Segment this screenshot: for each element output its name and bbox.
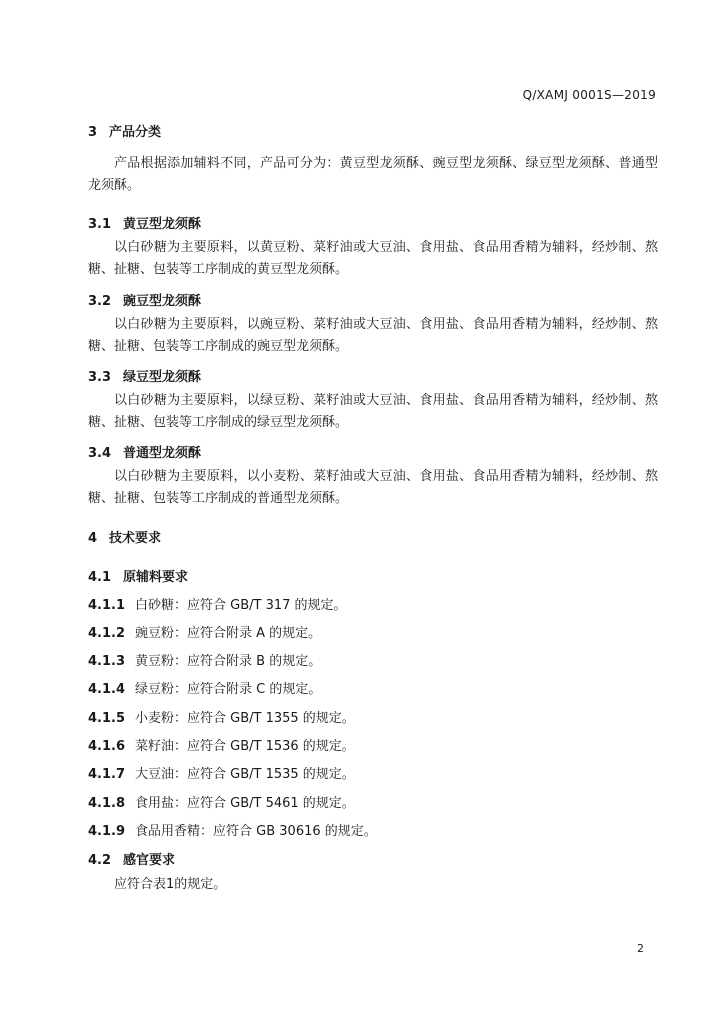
clause-4-1-4 <box>88 678 321 697</box>
section-3-3-heading <box>88 366 201 385</box>
clause-text: 绿豆粉：应符合附录 C 的规定。 <box>135 682 322 697</box>
clause-text: 菜籽油：应符合 GB/T 1536 的规定。 <box>135 739 355 754</box>
section-number: 3.3 <box>88 370 112 385</box>
section-3-4-heading <box>88 442 201 461</box>
clause-4-1-6 <box>88 735 355 754</box>
section-title: 感官要求 <box>123 853 176 868</box>
clause-text: 大豆油：应符合 GB/T 1535 的规定。 <box>135 767 355 782</box>
section-3-1-paragraph: 以白砂糖为主要原料，以黄豆粉、菜籽油或大豆油、食用盐、食品用香精为辅料，经炒制、熬糖、扯糖、包装等工序制成的黄豆型龙须酥。 <box>88 240 658 277</box>
section-4-2-heading <box>88 849 175 868</box>
clause-text: 小麦粉：应符合 GB/T 1355 的规定。 <box>135 711 355 726</box>
section-3-heading <box>88 121 161 140</box>
standard-code: Q/XAMJ 0001S—2019 <box>522 88 656 102</box>
clause-4-1-3 <box>88 650 321 669</box>
section-3-2-heading <box>88 290 201 309</box>
section-title: 普通型龙须酥 <box>123 446 202 461</box>
clause-text: 豌豆粉：应符合附录 A 的规定。 <box>135 626 322 641</box>
section-title: 黄豆型龙须酥 <box>123 217 202 232</box>
section-3-2-paragraph: 以白砂糖为主要原料，以豌豆粉、菜籽油或大豆油、食用盐、食品用香精为辅料，经炒制、熬糖、扯糖、包装等工序制成的豌豆型龙须酥。 <box>88 317 658 354</box>
clause-4-1-8 <box>88 792 355 811</box>
clause-number: 4.1.1 <box>88 598 126 613</box>
page-number: 2 <box>637 942 644 955</box>
section-number: 4.2 <box>88 853 112 868</box>
clause-number: 4.1.9 <box>88 824 126 839</box>
clause-number: 4.1.7 <box>88 767 126 782</box>
section-title: 技术要求 <box>109 531 162 546</box>
clause-number: 4.1.6 <box>88 739 126 754</box>
section-number: 3 <box>88 125 98 140</box>
section-3-4-paragraph: 以白砂糖为主要原料，以小麦粉、菜籽油或大豆油、食用盐、食品用香精为辅料，经炒制、熬糖、扯糖、包装等工序制成的普通型龙须酥。 <box>88 469 658 506</box>
clause-number: 4.1.2 <box>88 626 126 641</box>
clause-number: 4.1.3 <box>88 654 126 669</box>
section-title: 产品分类 <box>109 125 162 140</box>
section-3-3-paragraph: 以白砂糖为主要原料，以绿豆粉、菜籽油或大豆油、食用盐、食品用香精为辅料，经炒制、熬糖、扯糖、包装等工序制成的绿豆型龙须酥。 <box>88 393 658 430</box>
section-title: 绿豆型龙须酥 <box>123 370 202 385</box>
clause-4-1-1 <box>88 594 347 613</box>
section-3-paragraph: 产品根据添加辅料不同，产品可分为：黄豆型龙须酥、豌豆型龙须酥、绿豆型龙须酥、普通型龙须酥。 <box>88 156 658 193</box>
section-number: 4.1 <box>88 570 112 585</box>
clause-text: 食用盐：应符合 GB/T 5461 的规定。 <box>135 796 355 811</box>
clause-text: 食品用香精：应符合 GB 30616 的规定。 <box>135 824 377 839</box>
clause-4-1-2 <box>88 622 321 641</box>
clause-number: 4.1.5 <box>88 711 126 726</box>
section-number: 3.2 <box>88 294 112 309</box>
section-4-heading <box>88 527 161 546</box>
section-title: 原辅料要求 <box>123 570 189 585</box>
section-number: 3.1 <box>88 217 112 232</box>
section-3-1-heading <box>88 213 201 232</box>
clause-text: 白砂糖：应符合 GB/T 317 的规定。 <box>135 598 347 613</box>
clause-4-1-7 <box>88 763 355 782</box>
section-title: 豌豆型龙须酥 <box>123 294 202 309</box>
clause-number: 4.1.4 <box>88 682 126 697</box>
section-4-2-paragraph: 应符合表1的规定。 <box>114 877 227 892</box>
clause-text: 黄豆粉：应符合附录 B 的规定。 <box>135 654 322 669</box>
section-number: 3.4 <box>88 446 112 461</box>
clause-number: 4.1.8 <box>88 796 126 811</box>
section-4-1-heading <box>88 566 188 585</box>
clause-4-1-5 <box>88 707 355 726</box>
clause-4-1-9 <box>88 820 377 839</box>
section-number: 4 <box>88 531 98 546</box>
